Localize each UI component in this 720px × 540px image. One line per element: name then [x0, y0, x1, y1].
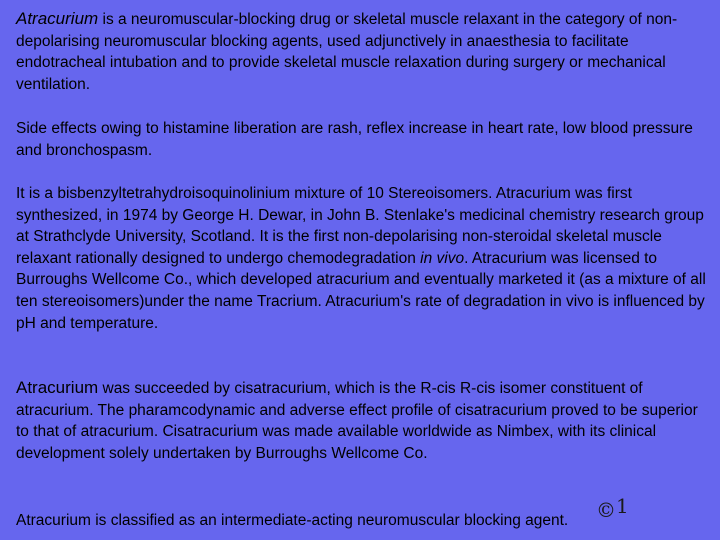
paragraph-definition	[16, 8, 706, 95]
paragraph-history	[16, 183, 706, 334]
paragraph-side-effects	[16, 118, 706, 161]
paragraph-cisatracurium	[16, 377, 706, 464]
copyright-symbol: ©	[596, 498, 616, 522]
history-text-b: . Atracurium was licensed to Burroughs Wellcome Co., which developed atracurium and eventually marketed it (as a mixture of all ten stereoisomers)under the name Tracrium. Atracurium's rate of degradation in vivo is influenced by pH and temperature.	[16, 249, 706, 332]
slide-number: 1	[616, 494, 629, 518]
history-text-a: It is a bisbenzyltetrahydroisoquinolinium mixture of 10 Stereoisomers. Atracurium was first synthesized, in 1974 by George H. Dewar, in John B. Stenlake's medicinal chemistry research group at Strathclyde University, Scotland. It is the first non-depolarising non-steroidal skeletal muscle relaxant rationally designed to undergo chemodegradation	[16, 185, 704, 267]
side-effects-text: Side effects owing to histamine liberation are rash, reflex increase in heart rate, low blood pressure and bronchospasm.	[16, 120, 693, 159]
classification-text: Atracurium is classified as an intermediate-acting neuromuscular blocking agent.	[16, 512, 569, 529]
drug-name-lead: Atracurium	[16, 9, 99, 28]
definition-text: is a neuromuscular-blocking drug or skeletal muscle relaxant in the category of non-depolarising neuromuscular blocking agents, used adjunctively in anaesthesia to facilitate endotracheal intubation and to provide skeletal muscle relaxation during surgery or mechanical ventilation.	[16, 11, 678, 93]
history-italic: in vivo	[420, 249, 465, 267]
drug-name-lead-2: Atracurium	[16, 378, 99, 397]
cisatracurium-text: was succeeded by cisatracurium, which is the R-cis R-cis isomer constituent of atracurium. The pharamcodynamic and adverse effect profile of cisatracurium proved to be superior to that of atracurium. Cisatracurium was made available worldwide as Nimbex, with its clinical development solely undertaken by Burroughs Wellcome Co.	[16, 380, 698, 462]
